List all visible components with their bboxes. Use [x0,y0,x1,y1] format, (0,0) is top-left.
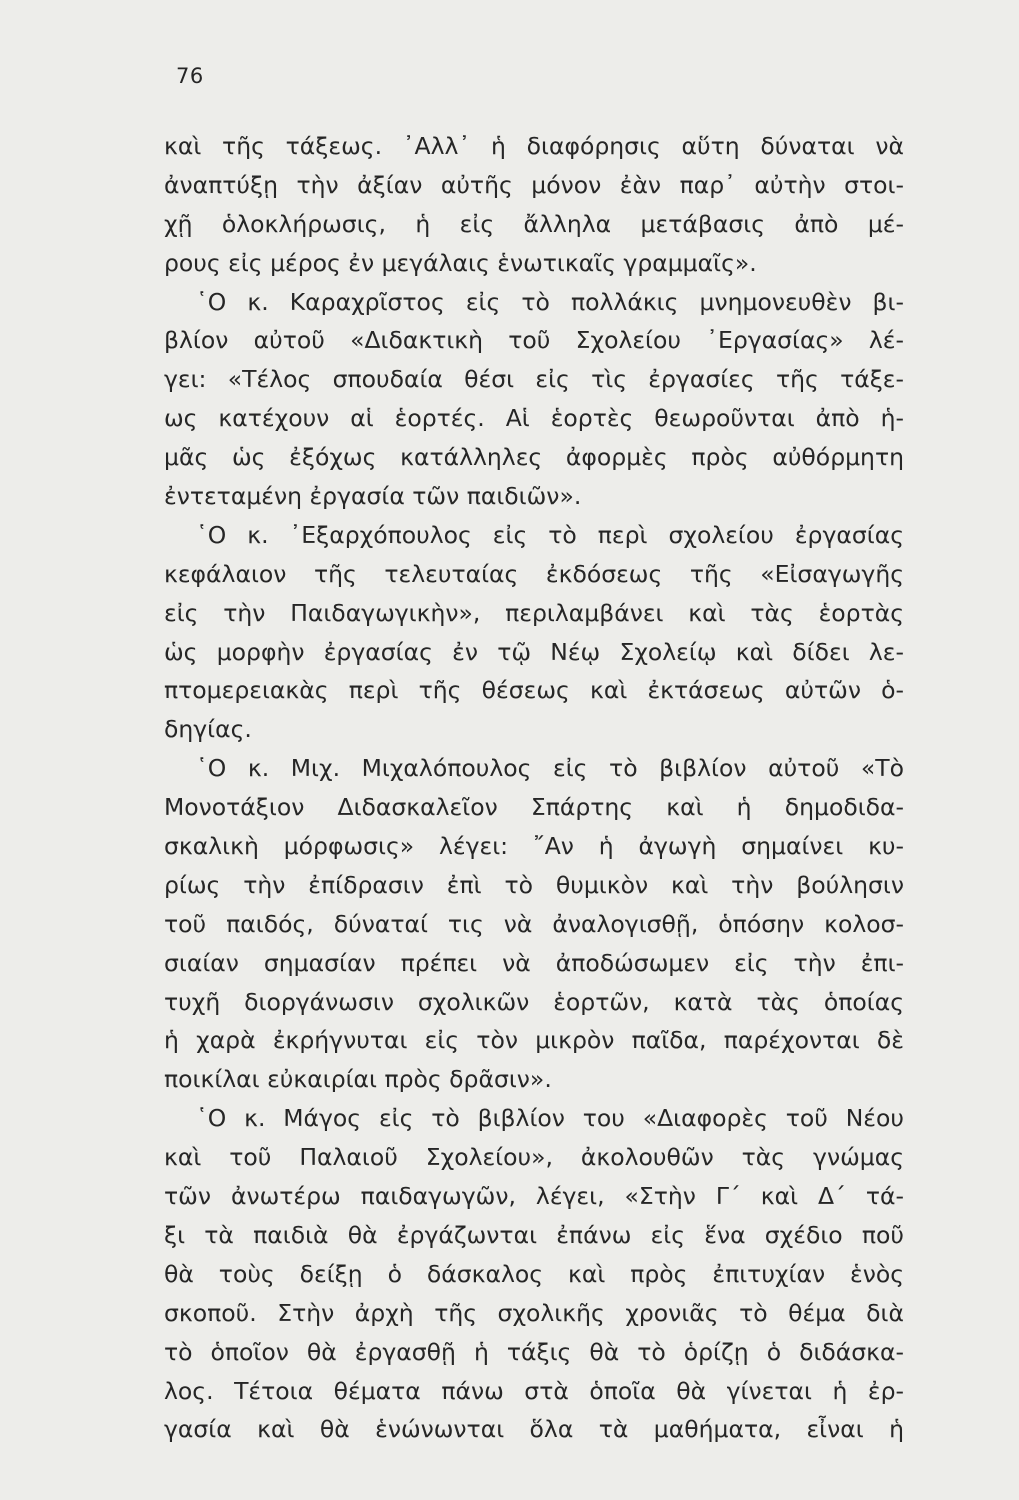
text-line: σιαίαν σημασίαν πρέπει νὰ ἀποδώσωμεν εἰς τὴν ἐπι- [164,948,904,977]
text-line: λος. Τέτοια θέματα πάνω στὰ ὁποῖα θὰ γίνεται ἡ ἐρ- [164,1376,904,1405]
page-number: 76 [176,64,204,88]
text-line: ῾Ο κ. ᾿Εξαρχόπουλος εἰς τὸ περὶ σχολείου ἐργασίας [196,520,904,549]
text-line: σκαλικὴ μόρφωσις» λέγει: ῎Αν ἡ ἀγωγὴ σημαίνει κυ- [164,832,904,861]
text-line: ῾Ο κ. Μάγος εἰς τὸ βιβλίον του «Διαφορὲς τοῦ Νέου [196,1104,904,1133]
text-line: καὶ τοῦ Παλαιοῦ Σχολείου», ἀκολουθῶν τὰς γνώμας [164,1143,904,1172]
text-line: σκοποῦ. Στὴν ἀρχὴ τῆς σχολικῆς χρονιᾶς τὸ θέμα διὰ [164,1298,904,1327]
text-line: κεφάλαιον τῆς τελευταίας ἐκδόσεως τῆς «Εἰσαγωγῆς [164,559,904,588]
text-line: ρίως τὴν ἐπίδρασιν ἐπὶ τὸ θυμικὸν καὶ τὴν βούλησιν [164,870,904,899]
text-line: εἰς τὴν Παιδαγωγικὴν», περιλαμβάνει καὶ τὰς ἑορτὰς [164,598,904,627]
text-line: γασία καὶ θὰ ἑνώνωνται ὅλα τὰ μαθήματα, εἶναι ἡ [164,1415,904,1444]
text-line: τὸ ὁποῖον θὰ ἐργασθῇ ἡ τάξις θὰ τὸ ὁρίζῃ ὁ διδάσκα- [164,1337,904,1366]
text-line: ξι τὰ παιδιὰ θὰ ἐργάζωνται ἐπάνω εἰς ἕνα σχέδιο ποῦ [164,1220,904,1249]
text-line: τῶν ἀνωτέρω παιδαγωγῶν, λέγει, «Στὴν Γ΄ καὶ Δ΄ τά- [164,1182,904,1211]
text-line: τυχῆ διοργάνωσιν σχολικῶν ἑορτῶν, κατὰ τὰς ὁποίας [164,987,904,1016]
text-line: βλίον αὐτοῦ «Διδακτικὴ τοῦ Σχολείου ᾿Εργασίας» λέ- [164,326,904,355]
text-line: γει: «Τέλος σπουδαία θέσι εἰς τὶς ἐργασίες τῆς τάξε- [164,365,904,394]
text-line: ἡ χαρὰ ἐκρήγνυται εἰς τὸν μικρὸν παῖδα, παρέχονται δὲ [164,1026,904,1055]
text-line: Μονοτάξιον Διδασκαλεῖον Σπάρτης καὶ ἡ δημοδιδα- [164,793,904,822]
text-line: μᾶς ὡς ἐξόχως κατάλληλες ἀφορμὲς πρὸς αὐθόρμητη [164,443,904,472]
body-text [164,127,904,1449]
text-line: ἐντεταμένη ἐργασία τῶν παιδιῶν». [164,482,582,511]
text-line: ὡς μορφὴν ἐργασίας ἐν τῷ Νέῳ Σχολείῳ καὶ δίδει λε- [164,637,904,666]
text-line: ἀναπτύξῃ τὴν ἀξίαν αὐτῆς μόνον ἐὰν παρ᾿ αὐτὴν στοι- [164,170,904,199]
text-line: δηγίας. [164,715,252,744]
text-line: ῾Ο κ. Καραχρῖστος εἰς τὸ πολλάκις μνημονευθὲν βι- [196,287,904,316]
text-line: ποικίλαι εὐκαιρίαι πρὸς δρᾶσιν». [164,1065,552,1094]
text-line: ως κατέχουν αἱ ἑορτές. Αἱ ἑορτὲς θεωροῦνται ἀπὸ ἡ- [164,404,904,433]
text-line: ῾Ο κ. Μιχ. Μιχαλόπουλος εἰς τὸ βιβλίον αὐτοῦ «Τὸ [196,754,904,783]
text-line: πτομερειακὰς περὶ τῆς θέσεως καὶ ἐκτάσεως αὐτῶν ὁ- [164,676,904,705]
text-line: θὰ τοὺς δείξῃ ὁ δάσκαλος καὶ πρὸς ἐπιτυχίαν ἑνὸς [164,1259,904,1288]
text-line: ρους εἰς μέρος ἐν μεγάλαις ἑνωτικαῖς γραμμαῖς». [164,248,757,277]
text-line: τοῦ παιδός, δύναταί τις νὰ ἀναλογισθῇ, ὁπόσην κολοσ- [164,909,904,938]
text-line: καὶ τῆς τάξεως. ᾿Αλλ᾿ ἡ διαφόρησις αὕτη δύναται νὰ [164,132,904,160]
text-line: χῇ ὁλοκλήρωσις, ἡ εἰς ἄλληλα μετάβασις ἀπὸ μέ- [164,209,904,238]
